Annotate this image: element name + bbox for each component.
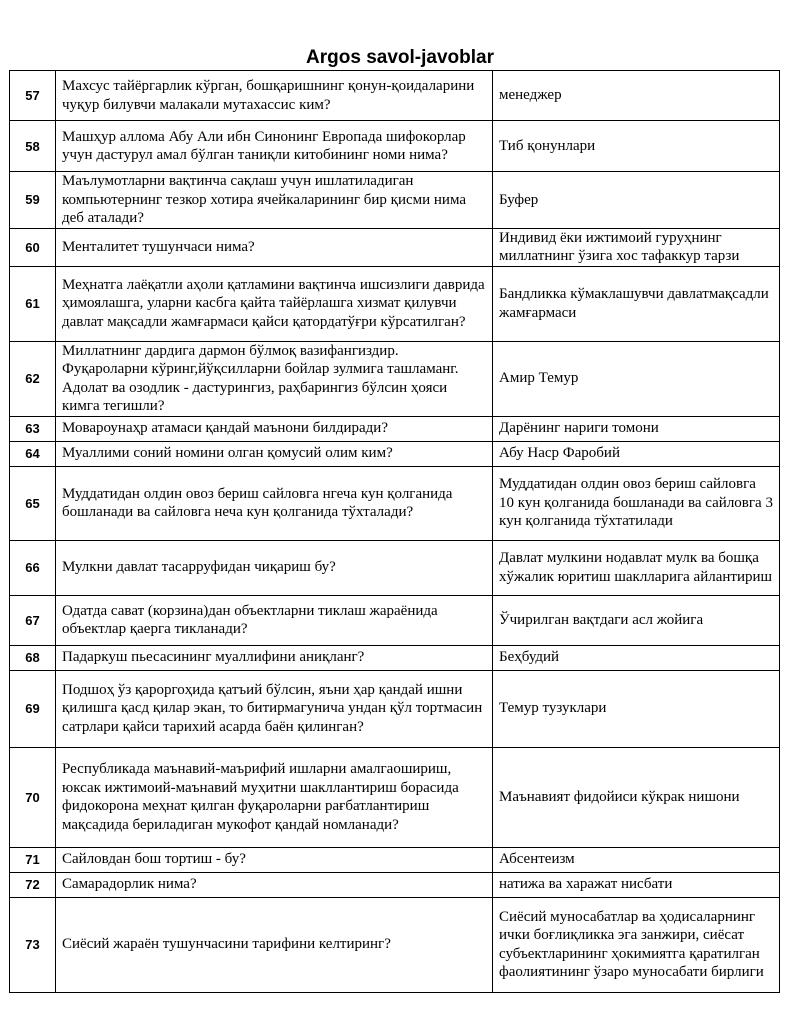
question-text: Одатда сават (корзина)дан объектларни тиклаш жараёнида объектлар қаерга тикланади?: [56, 595, 493, 645]
table-row: [10, 341, 780, 416]
answer-text: Бандликка кўмаклашувчи давлатмақсадли жамғармаси: [493, 266, 780, 341]
answer-text: Давлат мулкини нодавлат мулк ва бошқа хўжалик юритиш шаклларига айлантириш: [493, 540, 780, 595]
table-row: [10, 872, 780, 897]
answer-text: Тиб қонунлари: [493, 121, 780, 172]
answer-text: Ўчирилган вақтдаги асл жойига: [493, 595, 780, 645]
question-number: 68: [10, 645, 56, 670]
question-number: 62: [10, 341, 56, 416]
answer-text: Дарёнинг нариги томони: [493, 416, 780, 441]
answer-text: Амир Темур: [493, 341, 780, 416]
question-number: 61: [10, 266, 56, 341]
answer-text: Абу Наср Фаробий: [493, 441, 780, 466]
question-text: Меҳнатга лаёқатли аҳоли қатламини вақтинча ишсизлиги даврида ҳимоялашга, уларни касбга қайта тайёрлашга хизмат қилувчи давлат мақсадли жамғармаси қайси қатордатўғри кўрсатилган?: [56, 266, 493, 341]
question-text: Республикада маънавий-маърифий ишларни амалгаошириш, юксак ижтимоий-маънавий муҳитни шакллантириш борасида фидокорона меҳнат қилган фуқароларни рағбатлантириш мақсадида бериладиган мукофот қандай номланади?: [56, 747, 493, 847]
question-text: Подшоҳ ўз қароргоҳида қатъий бўлсин, яъни ҳар қандай ишни қилишга қасд қилар экан, то битирмагунича ундан қўл тортмасин сатрлари қайси тарихий асарда баён қилинган?: [56, 670, 493, 747]
question-number: 65: [10, 466, 56, 540]
question-number: 73: [10, 897, 56, 992]
answer-text: менеджер: [493, 71, 780, 121]
question-text: Сайловдан бош тортиш - бу?: [56, 847, 493, 872]
question-text: Менталитет тушунчаси нима?: [56, 228, 493, 266]
table-row: [10, 645, 780, 670]
table-row: [10, 747, 780, 847]
answer-text: Абсентеизм: [493, 847, 780, 872]
answer-text: натижа ва харажат нисбати: [493, 872, 780, 897]
answer-text: Маънавият фидойиси кўкрак нишони: [493, 747, 780, 847]
question-number: 72: [10, 872, 56, 897]
question-number: 67: [10, 595, 56, 645]
table-row: [10, 466, 780, 540]
question-text: Машҳур аллома Абу Али ибн Синонинг Европада шифокорлар учун дастурул амал бўлган таниқли китобининг номи нима?: [56, 121, 493, 172]
answer-text: Буфер: [493, 172, 780, 229]
table-row: [10, 670, 780, 747]
question-number: 59: [10, 172, 56, 229]
table-row: [10, 595, 780, 645]
table-row: [10, 441, 780, 466]
question-text: Миллатнинг дардига дармон бўлмоқ вазифангиздир. Фуқароларни кўринг,йўқсилларни бойлар зулмига ташламанг. Адолат ва озодлик - дастурингиз, раҳбарингиз бўлсин ҳояси кимга тегишли?: [56, 341, 493, 416]
table-row: [10, 266, 780, 341]
table-row: [10, 897, 780, 992]
page-title: Argos savol-javoblar: [306, 47, 494, 68]
table-row: [10, 540, 780, 595]
qa-table-body: [10, 71, 780, 993]
question-text: Мовароунаҳр атамаси қандай маънони билдиради?: [56, 416, 493, 441]
question-number: 66: [10, 540, 56, 595]
question-number: 63: [10, 416, 56, 441]
question-text: Муддатидан олдин овоз бериш сайловга нгеча кун қолганида бошланади ва сайловга неча кун қолганида тўхталади?: [56, 466, 493, 540]
question-number: 70: [10, 747, 56, 847]
question-text: Сиёсий жараён тушунчасини тарифини келтиринг?: [56, 897, 493, 992]
table-row: [10, 172, 780, 229]
answer-text: Сиёсий муносабатлар ва ҳодисаларнинг ички боғлиқликка эга занжири, сиёсат субъектларининг ҳокимиятга қаратилган фаолиятининг ўзаро муносабати бирлиги: [493, 897, 780, 992]
question-text: Самарадорлик нима?: [56, 872, 493, 897]
question-number: 57: [10, 71, 56, 121]
qa-table: [9, 70, 780, 993]
question-text: Падаркуш пьесасининг муаллифини аниқланг?: [56, 645, 493, 670]
question-number: 69: [10, 670, 56, 747]
answer-text: Беҳбудий: [493, 645, 780, 670]
answer-text: Индивид ёки ижтимоий гуруҳнинг миллатнинг ўзига хос тафаккур тарзи: [493, 228, 780, 266]
question-text: Муаллими соний номини олган қомусий олим ким?: [56, 441, 493, 466]
answer-text: Темур тузуклари: [493, 670, 780, 747]
question-number: 71: [10, 847, 56, 872]
table-row: [10, 71, 780, 121]
table-row: [10, 416, 780, 441]
question-number: 60: [10, 228, 56, 266]
question-number: 64: [10, 441, 56, 466]
answer-text: Муддатидан олдин овоз бериш сайловга 10 кун қолганида бошланади ва сайловга 3 кун қолганида тўхтатилади: [493, 466, 780, 540]
question-text: Махсус тайёргарлик кўрган, бошқаришнинг қонун-қоидаларини чуқур билувчи малакали мутахассис ким?: [56, 71, 493, 121]
table-row: [10, 121, 780, 172]
question-text: Мулкни давлат тасарруфидан чиқариш бу?: [56, 540, 493, 595]
table-row: [10, 228, 780, 266]
question-number: 58: [10, 121, 56, 172]
question-text: Маълумотларни вақтинча сақлаш учун ишлатиладиган компьютернинг тезкор хотира ячейкаларининг бир қисми нима деб аталади?: [56, 172, 493, 229]
table-row: [10, 847, 780, 872]
